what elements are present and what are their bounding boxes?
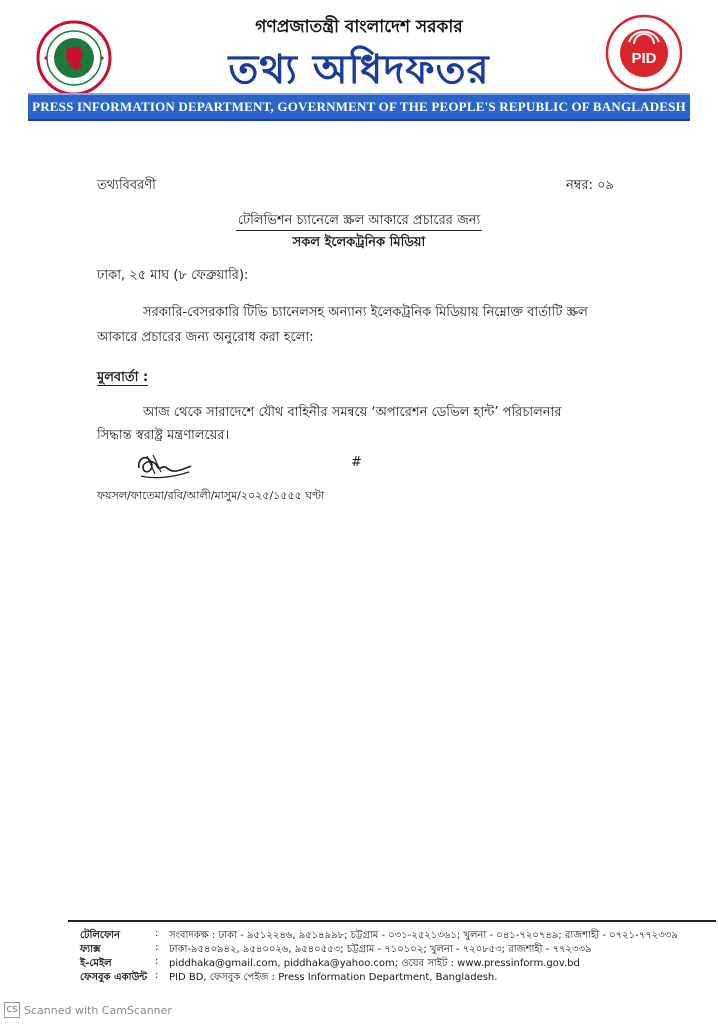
footer-label: ই-মেইল: [80, 958, 112, 969]
doc-type-label: তথ্যবিবরণী: [97, 178, 156, 193]
title-line-2: সকল ইলেকট্রনিক মিডিয়া: [292, 235, 426, 250]
paragraph-1-line-2: আকারে প্রচারের জন্য অনুরোধ করা হলো:: [97, 330, 314, 345]
footer-row-facebook: [80, 970, 497, 987]
department-name-bn: তথ্য অধিদফতর: [228, 47, 490, 93]
footer-value: সংবাদকক্ষ : ঢাকা - ৯৫১২২৪৬, ৯৫১৪৯৯৮; চট্টগ্রাম - ০৩১-২৫২১৩৬১; খুলনা - ০৪১-৭২০৭৪৯; রাজশাহী - ০৭২১-৭৭২৩৩৯: [169, 930, 678, 941]
camscanner-icon: CS: [4, 1002, 20, 1018]
title-line-1: [0, 211, 718, 232]
camscanner-watermark: [4, 1002, 172, 1018]
paragraph-2-line-1: আজ থেকে সারাদেশে যৌথ বাহিনীর সমন্বয়ে ‘অপারেশন ডেভিল হান্ট’ পরিচালনার: [143, 405, 562, 420]
footer-separator: :: [155, 928, 159, 939]
paragraph-2-line-2: সিদ্ধান্ত স্বরাষ্ট্র মন্ত্রণালয়ের।: [97, 428, 230, 443]
footer-label: টেলিফোন: [80, 930, 121, 941]
signature-line: ফয়সল/ফাতেমা/রবি/আলী/মাসুম/২০২৫/১৫৫৫ ঘণ্টা: [97, 489, 325, 502]
document-number: নম্বর: ০৯: [566, 178, 614, 193]
government-line: গণপ্রজাতন্ত্রী বাংলাদেশ সরকার: [255, 17, 463, 37]
department-name-en: PRESS INFORMATION DEPARTMENT, GOVERNMENT OF THE PEOPLE'S REPUBLIC OF BANGLADESH: [32, 99, 686, 114]
title-line-1-text: টেলিভিশন চ্যানেলে স্ক্রল আকারে প্রচারের জন্য: [236, 213, 483, 231]
footer-label: ফেসবুক একাউন্ট: [80, 972, 148, 983]
main-message-heading: [97, 368, 148, 389]
footer-separator: :: [155, 942, 159, 953]
footer-value: PID BD, ফেসবুক পেইজ : Press Information Department, Bangladesh.: [169, 972, 498, 983]
camscanner-text: Scanned with CamScanner: [24, 1003, 172, 1017]
footer-separator: :: [155, 956, 159, 967]
dateline: ঢাকা, ২৫ মাঘ (৮ ফেব্রুয়ারি):: [97, 268, 249, 283]
department-name-banner: [28, 93, 690, 121]
paragraph-1-line-1: সরকারি-বেসরকারি টিভি চ্যানেলসহ অন্যান্য ইলেকট্রনিক মিডিয়ায় নিম্নোক্ত বার্তাটি স্ক্রল: [143, 305, 588, 320]
footer-value: piddhaka@gmail.com, piddhaka@yahoo.com; ওয়েব সাইট : www.pressinform.gov.bd: [169, 958, 580, 969]
footer-separator: :: [155, 970, 159, 981]
footer-divider: [68, 920, 716, 922]
footer-value: ঢাকা-৯৫৪০৯৪২, ৯৫৪০০২৬, ৯৫৪০৫৫৩; চট্টগ্রাম - ৭১০১০২; খুলনা - ৭২০৮৫৩; রাজশাহী - ৭৭২৩৩৯: [169, 944, 592, 955]
signature: [133, 450, 195, 484]
footer-label: ফ্যাক্স: [80, 944, 101, 955]
pid-logo-abbr: PID: [631, 50, 657, 67]
main-message-heading-text: মুলবার্তা :: [97, 370, 149, 385]
end-mark: #: [351, 455, 362, 470]
